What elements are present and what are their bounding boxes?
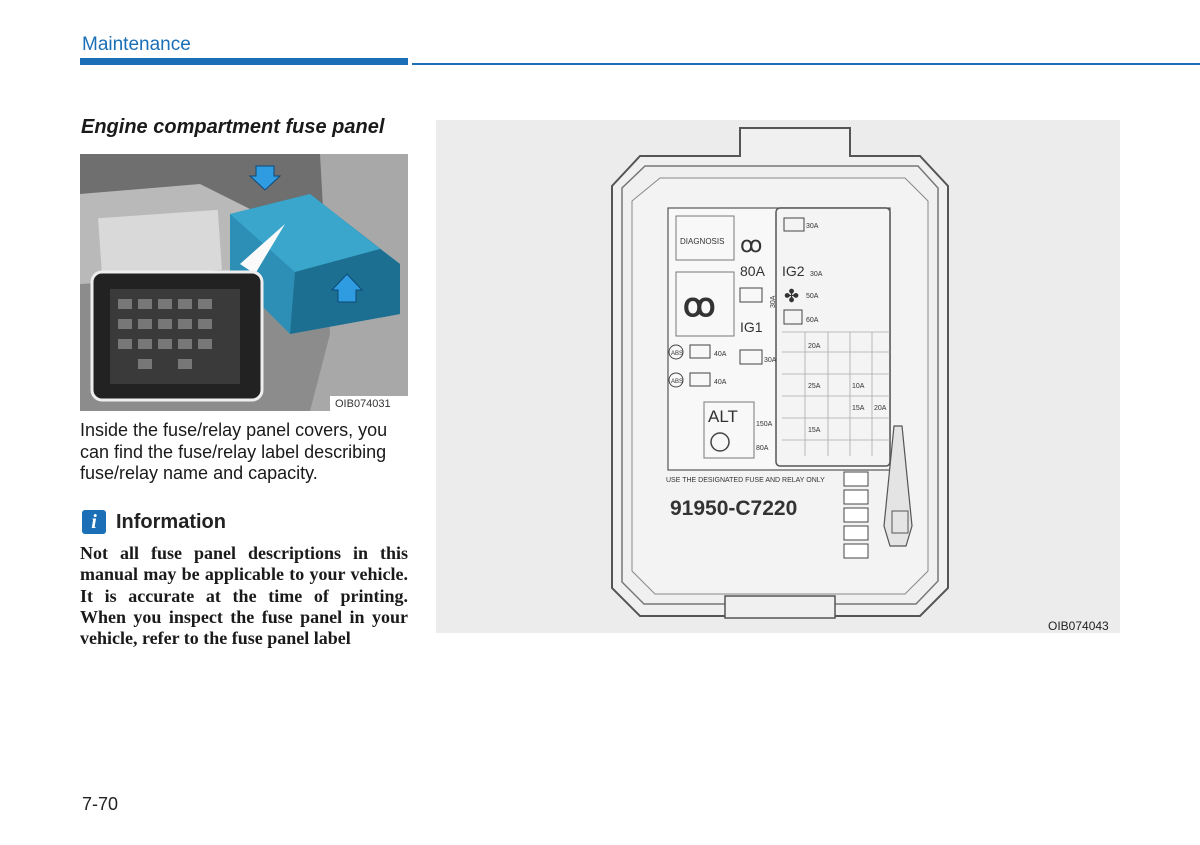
fuse-20a-label: 20A <box>808 343 821 350</box>
fuse-10a-label: 10A <box>852 383 865 390</box>
designated-fuse-note: USE THE DESIGNATED FUSE AND RELAY ONLY <box>666 477 825 484</box>
fuse-30a-label-2: 30A <box>764 357 777 364</box>
relay-coil-icon-small: ꝏ <box>740 232 763 257</box>
fuse-50a-label: 50A <box>806 293 819 300</box>
fuse-150a-label: 150A <box>756 421 773 428</box>
abs-label-1: ABS <box>671 351 684 357</box>
information-text: Not all fuse panel descriptions in this manual may be applicable to your vehicle. It is accurate at the time of printing. When you inspect the fuse panel in your vehicle, refer to the fuse panel label <box>80 543 408 649</box>
fuse-30a-label-1: 30A <box>770 295 777 308</box>
fuse-60a-label: 60A <box>806 317 819 324</box>
fuse-80a-label: 80A <box>740 263 765 279</box>
engine-photo <box>80 154 408 411</box>
photo-caption: OIB074031 <box>335 398 391 410</box>
relay-coil-icon-large: ꝏ <box>683 287 716 323</box>
fuse-30a-label-3: 30A <box>806 223 819 230</box>
fuse-40a-label-2: 40A <box>714 379 727 386</box>
header-rule-thin <box>412 63 1200 65</box>
fuse-15a-label-2: 15A <box>852 405 865 412</box>
info-icon: i <box>82 510 106 534</box>
body-text: Inside the fuse/relay panel covers, you can find the fuse/relay label describing fuse/relay name and capacity. <box>80 420 388 483</box>
information-label: Information <box>116 510 226 533</box>
diagram-caption: OIB074043 <box>1048 619 1109 633</box>
diagnosis-label: DIAGNOSIS <box>680 237 725 246</box>
header-rule-thick <box>80 58 408 65</box>
information-heading <box>82 510 226 534</box>
header-title: Maintenance <box>82 34 191 55</box>
ig1-label: IG1 <box>740 319 763 335</box>
fuse-40a-label-1: 40A <box>714 351 727 358</box>
fuse-30a-label-4: 30A <box>810 271 823 278</box>
section-title: Engine compartment fuse panel <box>81 116 385 138</box>
fan-icon: ✤ <box>784 286 800 306</box>
fuse-15a-label: 15A <box>808 427 821 434</box>
alt-label: ALT <box>708 407 738 426</box>
fuse-25a-label: 25A <box>808 383 821 390</box>
page-number: 7-70 <box>82 794 119 814</box>
part-number: 91950-C7220 <box>670 497 798 520</box>
fuse-20a-label-2: 20A <box>874 405 887 412</box>
fuse-panel-diagram <box>600 126 960 626</box>
fuse-80a-label-2: 80A <box>756 445 769 452</box>
ig2-label: IG2 <box>782 263 805 279</box>
abs-label-2: ABS <box>671 379 684 385</box>
